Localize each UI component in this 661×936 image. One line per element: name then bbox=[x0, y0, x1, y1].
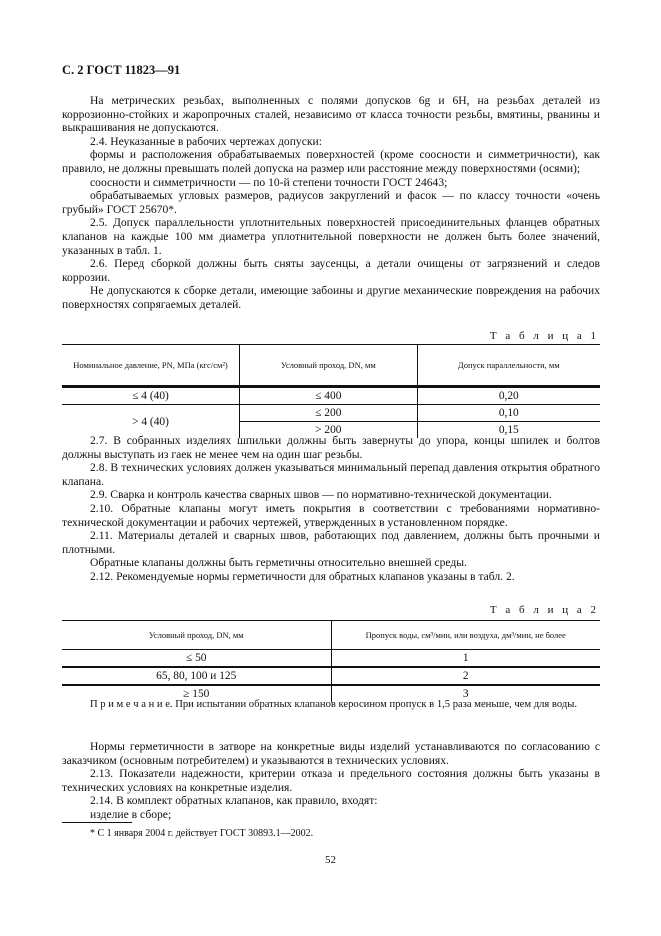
table1-caption: Т а б л и ц а 1 bbox=[489, 330, 599, 342]
table1-header: Допуск параллельности, мм bbox=[417, 345, 600, 387]
table2-caption: Т а б л и ц а 2 bbox=[489, 604, 599, 616]
paragraph: Нормы герметичности в затворе на конкретные виды изделий устанавливаются по согласованию с заказчиком (основным потребителем) и указываются в технических условиях. bbox=[62, 740, 600, 767]
table-1 bbox=[62, 344, 600, 438]
text-block-3 bbox=[62, 740, 600, 822]
paragraph: Не допускаются к сборке детали, имеющие забоины и другие механические повреждения на рабочих поверхностях сопрягаемых деталей. bbox=[62, 284, 600, 311]
table1-header: Номинальное давление, PN, МПа (кгс/см²) bbox=[62, 345, 240, 387]
paragraph: 2.10. Обратные клапаны могут иметь покрытия в соответствии с требованиями нормативно-технической документации и рабочих чертежей, утвержденных в установленном порядке. bbox=[62, 501, 600, 529]
paragraph: 2.12. Рекомендуемые нормы герметичности для обратных клапанов указаны в табл. 2. bbox=[90, 569, 515, 583]
paragraph: 2.14. В комплект обратных клапанов, как правило, входят: bbox=[90, 794, 378, 808]
text-block-1 bbox=[62, 94, 600, 312]
paragraph: формы и расположения обрабатываемых поверхностей (кроме соосности и симметричности), как правило, не должны превышать полей допуска на размер или расстояние между поверхностями (осями); bbox=[62, 148, 600, 175]
paragraph: соосности и симметричности — по 10-й степени точности ГОСТ 24643; bbox=[90, 175, 448, 189]
footnote: * С 1 января 2004 г. действует ГОСТ 30893.1—2002. bbox=[90, 828, 314, 839]
table-row: ≤ 4 (40) ≤ 400 0,20 bbox=[62, 387, 600, 405]
paragraph: На метрических резьбах, выполненных с полями допусков 6g и 6H, на резьбах деталей из коррозионно-стойких и жаропрочных сталей, независимо от класса точности резьбы, вмятины, рванины и выкрашивания не допускаются. bbox=[62, 94, 600, 135]
table2-header: Пропуск воды, см³/мин, или воздуха, дм³/мин, не более bbox=[331, 621, 600, 650]
paragraph: 2.6. Перед сборкой должны быть сняты заусенцы, а детали очищены от загрязнений и следов коррозии. bbox=[62, 257, 600, 284]
paragraph: 2.7. В собранных изделиях шпильки должны быть завернуты до упора, концы шпилек и болтов должны выступать из гаек не менее чем на один шаг резьбы. bbox=[62, 434, 600, 461]
table2-note: П р и м е ч а н и е. При испытании обратных клапанов керосином пропуск в 1,5 раза меньше, чем для воды. bbox=[90, 699, 577, 710]
table1-header: Условный проход, DN, мм bbox=[240, 345, 418, 387]
paragraph: 2.9. Сварка и контроль качества сварных швов — по нормативно-технической документации. bbox=[90, 488, 552, 502]
paragraph: 2.5. Допуск параллельности уплотнительных поверхностей присоединительных фланцев обратных клапанов на каждые 100 мм диаметра уплотнительной поверхности не должен быть более значений, указанных в табл. 1. bbox=[62, 216, 600, 257]
text-block-2 bbox=[62, 434, 600, 584]
table-row: ≥ 150 3 bbox=[62, 685, 600, 702]
table-row: 65, 80, 100 и 125 2 bbox=[62, 667, 600, 685]
paragraph: 2.11. Материалы деталей и сварных швов, работающих под давлением, должны быть прочными и плотными. bbox=[62, 529, 600, 556]
paragraph: 2.8. В технических условиях должен указываться минимальный перепад давления открытия обратного клапана. bbox=[62, 461, 600, 488]
table-row: > 200 0,15 bbox=[62, 422, 600, 439]
footnote-divider bbox=[62, 822, 132, 823]
paragraph: 2.13. Показатели надежности, критерии отказа и предельного состояния должны быть указаны в технических условиях на конкретные изделия. bbox=[62, 767, 600, 794]
paragraph: изделие в сборе; bbox=[90, 807, 172, 821]
page-number: 52 bbox=[325, 854, 336, 866]
table2-header: Условный проход, DN, мм bbox=[62, 621, 331, 650]
table-2 bbox=[62, 620, 600, 702]
table-row: > 4 (40) ≤ 200 0,10 bbox=[62, 405, 600, 422]
paragraph: 2.4. Неуказанные в рабочих чертежах допуски: bbox=[90, 134, 322, 148]
running-header: С. 2 ГОСТ 11823—91 bbox=[62, 63, 181, 77]
table-row: ≤ 50 1 bbox=[62, 650, 600, 668]
paragraph: Обратные клапаны должны быть герметичны относительно внешней среды. bbox=[90, 556, 467, 570]
paragraph: обрабатываемых угловых размеров, радиусов закруглений и фасок — по классу точности «очень грубый» ГОСТ 25670*. bbox=[62, 189, 600, 216]
